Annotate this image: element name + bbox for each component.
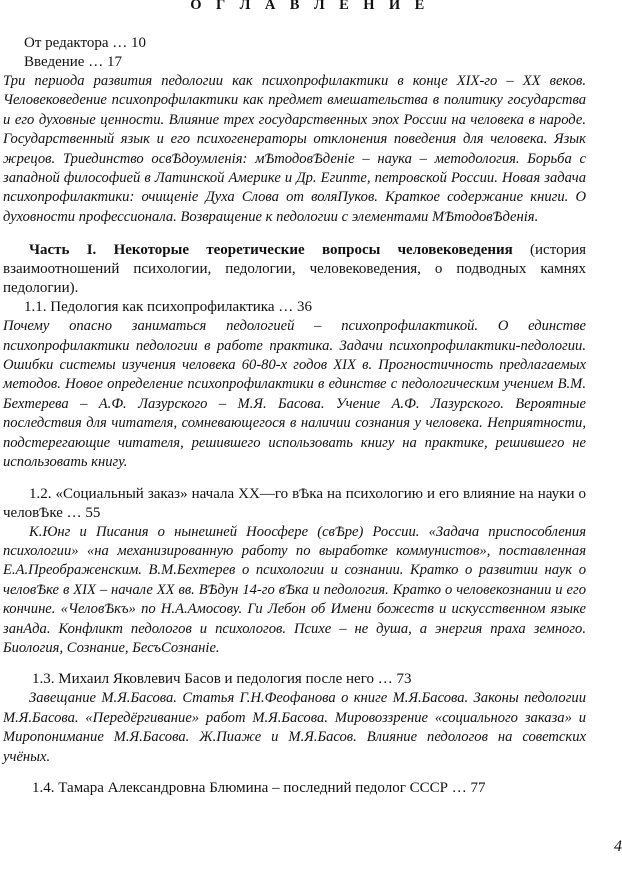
section-1-3-annotation: Завещание М.Я.Басова. Статья Г.Н.Феофанова о книге М.Я.Басова. Законы педологии М.Я.Басова. «Передёргивание» работ М.Я.Басова. Мировоззрение «социального заказа» и Миропонимание М.Я.Басова. Ж.Пиаже и М.Я.Басов. Влияние педологов на советских учёных. — [3, 690, 586, 765]
page-number: 4 — [614, 838, 622, 855]
toc-body — [0, 34, 620, 798]
section-1-1-annotation: Почему опасно заниматься педологией – психопрофилактикой. О единстве психопрофилактики педологии в работе практика. Задачи психопрофилактики-педологии. Ошибки системы изучения человека 60-80-х годов XIX в. Прогностичность предлагаемых методов. Новое определение психопрофилактики в единстве с педологическим учением В.М. Бехтерева – А.Ф. Лазурского – М.Я. Басова. Учение А.Ф. Лазурского. Вероятные последствия для читателя, сомневающегося в наличии сознания у человека. Неприятности, подстерегающие читателя, решившего использовать книгу на практике, решившего не использовать книгу. — [3, 318, 586, 471]
part-1-title: Часть I. Некоторые теоретические вопросы человековедения — [29, 242, 513, 259]
toc-entry-editor[interactable]: От редактора … 10 — [24, 35, 146, 51]
toc-entry-1-2[interactable]: 1.2. «Социальный заказ» начала XX—го вѢка на психологию и его влияние на науки о человѢке … 55 — [3, 485, 586, 521]
intro-annotation: Три периода развития педологии как психопрофилактики в конце XIX-го – XX веков. Человековедение психопрофилактики как предмет вмешательства в политику государства и его духовные ценности. Влияние трех государственных эпох России на человека в народе. Государственный язык и его психогенераторы отклонения поведения для человека. Язык жрецов. Триединство освѢдоумленія: мѢтодовѢденіе – наука – методология. Борьба с западной философией в Латинской Америке и Др. Египте, петровской России. Новая задача психопрофилактики: очищеніе Духа Слова от воляПуков. Краткое содержание книги. О духовности профессионала. Возвращение к педологии с элементами МѢтодовѢденія. — [3, 73, 586, 225]
section-1-2-annotation: К.Юнг и Писания о нынешней Ноосфере (свѢре) России. «Задача приспособления психологии» «на механизированную работу по выработке коммунистов», поставленная Е.А.Преображенским. В.М.Бехтерев о психологии и сознании. Кратко о развитии наук о человѢке в XIX – начале XX вв. ВѢдун 14-го вѢка и педология. Кратко о человекознании и его кончине. «ЧеловѢкъ» по Н.А.Амосову. Ги Лебон об Имени божеств и искусственном языке занАда. Конфликт педологов и психологов. Психе – не душа, а энергия праха земного. Биология, Сознание, БесъСознаніе. — [3, 523, 586, 656]
toc-entry-1-1[interactable]: 1.1. Педология как психопрофилактика … 36 — [24, 299, 312, 316]
page-title: О Г Л А В Л Е Н И Е — [190, 0, 430, 13]
part-1-heading — [3, 241, 586, 298]
toc-entry-1-4[interactable]: 1.4. Тамара Александровна Блюмина – последний педолог СССР … 77 — [32, 779, 486, 796]
part-1-subtitle: (история взаимоотношений психологии, педологии, человековедения, о подводных камнях педологии). — [3, 242, 587, 297]
toc-entry-1-3[interactable]: 1.3. Михаил Яковлевич Басов и педология после него … 73 — [32, 671, 412, 688]
toc-entry-intro[interactable]: Введение … 17 — [24, 54, 122, 70]
